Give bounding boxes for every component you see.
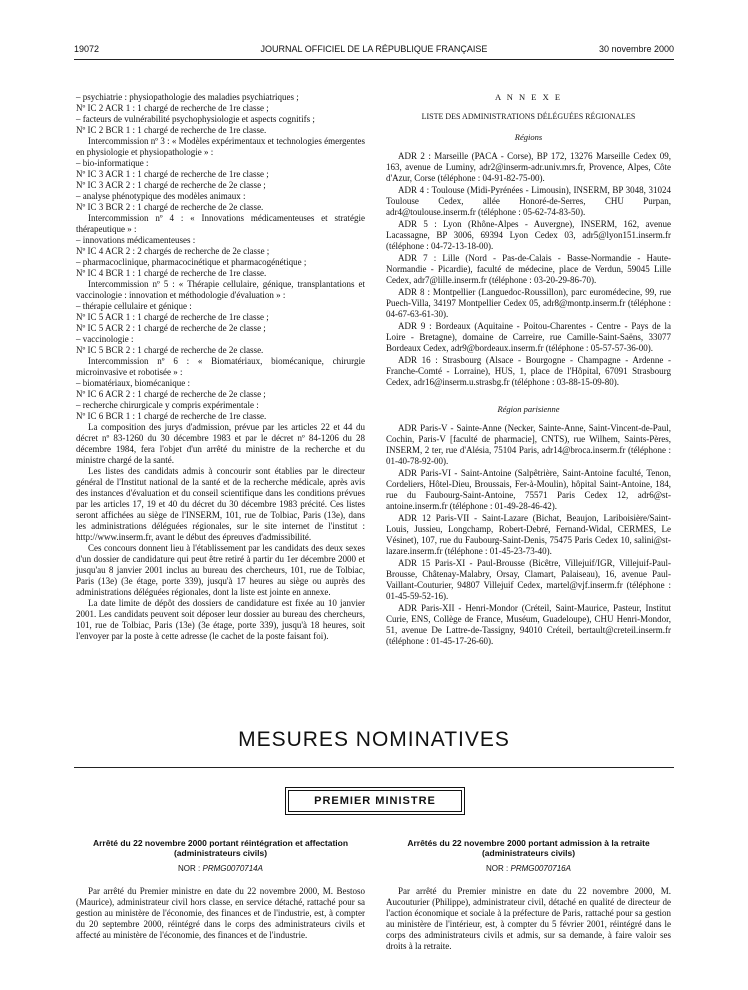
adr-entry: ADR Paris-VI - Saint-Antoine (Salpêtrière, Saint-Antoine faculté, Tenon, Cordeliers, Hôtel-Dieu, Broussais, Fer-à-Moulin), hôpital Saint-Antoine, 184, rue du Faubourg-Saint-Antoine, 75571 Paris Cedex 12, adr6@st-antoine.inserm.fr (téléphone : 01-49-28-46-42). [386,468,671,511]
left-paragraph: Nº IC 2 ACR 1 : 1 chargé de recherche de 1re classe ; [76,103,269,113]
annexe-subtitle: LISTE DES ADMINISTRATIONS DÉLÉGUÉES RÉGIONALES [421,112,636,121]
adr-entry: ADR 16 : Strasbourg (Alsace - Bourgogne - Champagne - Ardenne - Franche-Comté - Lorraine), HUS, 1, place de l'Hôpital, 67091 Strasbourg Cedex, adr16@inserm.u.strasbg.fr (téléphone : 03-88-15-09-80). [386,355,671,387]
journal-title: JOURNAL OFFICIEL DE LA RÉPUBLIQUE FRANÇAISE [260,44,488,54]
adr-entry: ADR 2 : Marseille (PACA - Corse), BP 172, 13276 Marseille Cedex 09, 163, avenue de Luminy, adr2@inserm-adr.univ.mrs.fr, Provence, Alpes, Côte d'Azur, Corse (téléphone : 04-91-82-75-00). [386,151,671,183]
left-paragraph: Nº IC 4 ACR 2 : 2 chargés de recherche de 2e classe ; [76,246,270,256]
arrete-right [386,838,671,952]
arrete-right-nor-code: PRMG0070716A [510,864,571,873]
header-rule [74,59,674,60]
left-paragraph: Nº IC 4 BCR 1 : 1 chargé de recherche de 1re classe. [76,268,267,278]
arrete-right-title: Arrêtés du 22 novembre 2000 portant admission à la retraite (administrateurs civils) [407,838,650,858]
paris-list [386,423,671,647]
adr-entry: ADR 7 : Lille (Nord - Pas-de-Calais - Basse-Normandie - Haute-Normandie - Picardie), faculté de médecine, place de Verdun, 59045 Lille Cedex, adr7@lille.inserm.fr (téléphone : 03-20-29-86-70). [386,253,671,285]
left-paragraph: Nº IC 5 ACR 1 : 1 chargé de recherche de 1re classe ; [76,312,269,322]
left-paragraph: Nº IC 3 ACR 1 : 1 chargé de recherche de 1re classe ; [76,169,269,179]
adr-entry: ADR Paris-V - Sainte-Anne (Necker, Sainte-Anne, Saint-Vincent-de-Paul, Cochin, Paris-V [faculté de pharmacie], CNTS), rue Wilhem, Saints-Pères, INSERM, 2 ter, rue d'Alésia, 75104 Paris, adr14@broca.inserm.fr (téléphone : 01-40-78-92-00). [386,423,671,466]
right-column-annexe [386,92,671,648]
left-paragraph: – biomatériaux, biomécanique : [76,378,190,388]
paris-heading: Région parisienne [497,404,560,414]
adr-entry: ADR 12 Paris-VII - Saint-Lazare (Bichat, Beaujon, Lariboisière/Saint-Louis, Jussieu, Longchamp, Robert-Debré, Fernand-Widal, CERMES, Le Vésinet), 107, rue du Faubourg-Saint-Denis, 75475 Paris Cedex 10, salini@st-lazare.inserm.fr (téléphone : 01-45-23-73-40). [386,513,671,556]
annexe-title: A N N E X E [494,92,563,102]
adr-entry: ADR 15 Paris-XI - Paul-Brousse (Bicêtre, Villejuif/IGR, Villejuif-Paul-Brousse, Châtenay-Malabry, Orsay, Clamart, Palaiseau), 16, avenue Paul-Vaillant-Couturier, 94807 Villejuif Cedex, martel@vjf.inserm.fr (téléphone : 01-45-59-52-16). [386,558,671,601]
arrete-left [76,838,365,941]
left-paragraph: Les listes des candidats admis à concourir sont établies par le directeur général de l'Institut national de la santé et de la recherche médicale, après avis des instances d'évaluation et du conseil scientifique dans les conditions prévues par les articles 17, 19 et 40 du décret du 30 décembre 1983 précité. Ces listes seront affichées au siège de l'INSERM, 101, rue de Tolbiac, Paris (13e), dans les administrations déléguées régionales, sur le site internet de l'institut : http://www.inserm.fr, avant le début des épreuves d'admissibilité. [76,466,365,542]
arrete-right-body: Par arrêté du Premier ministre en date du 22 novembre 2000, M. Aucouturier (Philippe), administrateur civil, détaché en qualité de directeur de l'action économique et sociale à la préfecture de Paris, rattaché pour sa gestion au ministère de l'intérieur, est, à compter du 5 février 2001, réintégré dans le corps des administrateurs civils et admis, sur sa demande, à faire valoir ses droits à la retraite. [386,886,671,951]
left-paragraph: Nº IC 3 BCR 2 : 1 chargé de recherche de 2e classe. [76,202,264,212]
section-title: MESURES NOMINATIVES [238,728,510,751]
left-paragraph: La composition des jurys d'admission, prévue par les articles 22 et 44 du décret nº 83-1260 du 30 décembre 1983 et par le décret nº 84-1206 du 28 décembre 1984, fera l'objet d'un arrêté du ministre de la recherche et du ministre chargé de la santé. [76,422,365,465]
left-paragraph: – innovations médicamenteuses : [76,235,196,245]
left-paragraph: – recherche chirurgicale y compris expérimentale : [76,400,259,410]
left-paragraph: Nº IC 5 BCR 2 : 1 chargé de recherche de 2e classe. [76,345,264,355]
left-paragraph: Intercommission nº 3 : « Modèles expérimentaux et technologies émergentes en physiologie et physiopathologie » : [76,136,365,157]
regions-list [386,151,671,388]
ministry-label: PREMIER MINISTRE [288,790,462,812]
arrete-right-nor: NOR : PRMG0070716A [486,864,571,873]
left-paragraph: Ces concours donnent lieu à l'établissement par les candidats des deux sexes d'un dossier de candidature qui peut être retiré à partir du 1er décembre 2000 et jusqu'au 8 janvier 2001 inclus au bureau des chercheurs, 101, rue de Tolbiac, Paris (13e) (3e étage, porte 339), jusqu'à 17 heures au siège ou auprès des administrations déléguées régionales, dont la liste est jointe en annexe. [76,543,365,597]
left-paragraph: La date limite de dépôt des dossiers de candidature est fixée au 10 janvier 2001. Les candidats peuvent soit déposer leur dossier au bureau des chercheurs, 101, rue de Tolbiac, Paris (13e) (3e étage, porte 339), jusqu'à 18 heures, soit l'envoyer par la poste à cette adresse (le cachet de la poste faisant foi). [76,598,365,641]
adr-entry: ADR Paris-XII - Henri-Mondor (Créteil, Saint-Maurice, Pasteur, Institut Curie, ENS, Collège de France, Muséum, Guadeloupe), CHU Henri-Mondor, 51, avenue De Lattre-de-Tassigny, 94010 Créteil, bertault@creteil.inserm.fr (téléphone : 01-45-17-26-60). [386,603,671,646]
adr-entry: ADR 9 : Bordeaux (Aquitaine - Poitou-Charentes - Centre - Pays de la Loire - Bretagne), domaine de Carreire, rue Camille-Saint-Saëns, 33077 Bordeaux Cedex, adr9@bordeaux.inserm.fr (téléphone : 05-57-57-36-00). [386,321,671,353]
left-column [76,92,365,642]
page-header [74,44,674,58]
left-paragraph: Nº IC 6 BCR 1 : 1 chargé de recherche de 1re classe. [76,411,267,421]
left-paragraph: Nº IC 3 ACR 2 : 1 chargé de recherche de 2e classe ; [76,180,266,190]
left-paragraph: – vaccinologie : [76,334,134,344]
ministry-box [285,787,465,815]
left-paragraph: Intercommission nº 4 : « Innovations médicamenteuses et stratégie thérapeutique » : [76,213,365,234]
left-paragraph: – pharmacoclinique, pharmacocinétique et pharmacogénétique ; [76,257,307,267]
adr-entry: ADR 4 : Toulouse (Midi-Pyrénées - Limousin), INSERM, BP 3048, 31024 Toulouse Cedex, allée Honoré-de-Serres, CHU Purpan, adr4@toulouse.inserm.fr (téléphone : 05-62-74-83-50). [386,185,671,217]
left-paragraph: – psychiatrie : physiopathologie des maladies psychiatriques ; [76,92,299,102]
left-paragraph: – analyse phénotypique des modèles animaux : [76,191,246,201]
left-paragraph: Intercommission nº 6 : « Biomatériaux, biomécanique, chirurgie microinvasive et robotisée » : [76,356,365,377]
left-paragraph: – facteurs de vulnérabilité psychophysiologie et aspects cognitifs ; [76,114,315,124]
left-paragraph: Nº IC 5 ACR 2 : 1 chargé de recherche de 2e classe ; [76,323,266,333]
adr-entry: ADR 8 : Montpellier (Languedoc-Roussillon), parc euromédecine, 99, rue Puech-Villa, 34197 Montpellier Cedex 05, adr8@montp.inserm.fr (téléphone : 04-67-63-61-30). [386,287,671,319]
adr-entry: ADR 5 : Lyon (Rhône-Alpes - Auvergne), INSERM, 162, avenue Lacassagne, BP 3006, 69394 Lyon Cedex 03, adr5@lyon151.inserm.fr (téléphone : 04-72-13-18-00). [386,219,671,251]
left-paragraph: – thérapie cellulaire et génique : [76,301,192,311]
page-number: 19072 [74,44,100,54]
left-paragraph: Intercommission nº 5 : « Thérapie cellulaire, génique, transplantations et vaccinologie : innovation et méthodologie d'évaluation » : [76,279,365,300]
left-paragraph: Nº IC 6 ACR 2 : 1 chargé de recherche de 2e classe ; [76,389,266,399]
arrete-left-title: Arrêté du 22 novembre 2000 portant réintégration et affectation (administrateurs civils) [92,838,349,858]
arrete-left-nor: NOR : PRMG0070714A [178,864,263,873]
arrete-left-body: Par arrêté du Premier ministre en date du 22 novembre 2000, M. Bestoso (Maurice), administrateur civil hors classe, en service détaché, rattaché pour sa gestion au ministère de l'économie, des finances et de l'industrie, est, à compter du 20 septembre 2000, réintégré dans le corps des administrateurs civils et affecté au ministère de l'économie, des finances et de l'industrie. [76,886,365,940]
issue-date: 30 novembre 2000 [598,44,674,54]
left-paragraph: – bio-informatique : [76,158,149,168]
arrete-left-nor-code: PRMG0070714A [202,864,263,873]
section-rule [74,767,674,768]
left-paragraph: Nº IC 2 BCR 1 : 1 chargé de recherche de 1re classe. [76,125,267,135]
regions-heading: Régions [514,132,543,142]
